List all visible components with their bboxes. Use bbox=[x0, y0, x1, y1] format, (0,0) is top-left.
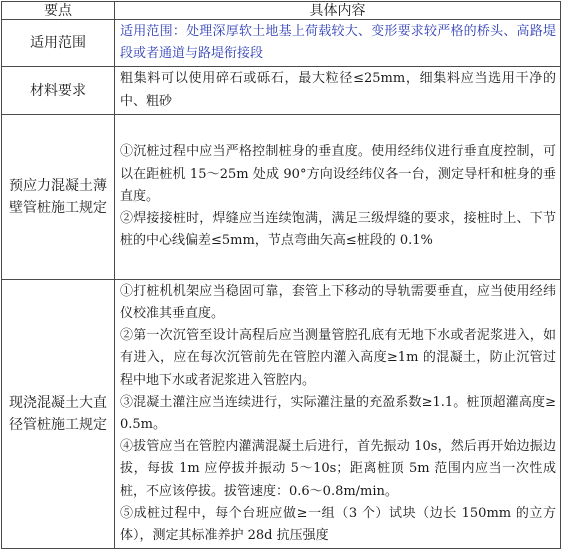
construction-requirements-table bbox=[1, 1, 561, 549]
prestressed-pile-paragraph-2: ②焊接接桩时，焊缝应当连续饱满，满足三级焊缝的要求，接桩时上、下节桩的中心线偏差≤5mm，节点弯曲矢高≤桩段的 0.1% bbox=[120, 210, 556, 249]
header-key: 要点 bbox=[2, 2, 115, 20]
header-content: 具体内容 bbox=[115, 2, 561, 20]
cast-pile-paragraph-2: ②第一次沉管至设计高程后应当测量管腔孔底有无地下水或者泥浆进入，如有进入，应在每次沉管前先在管腔内灌入高度≥1m 的混凝土，防止沉管过程中地下水或者泥浆进入管腔内。 bbox=[120, 328, 556, 388]
table-row-prestressed-pile bbox=[2, 114, 561, 279]
table-row-cast-pile bbox=[2, 279, 561, 548]
header-row bbox=[2, 2, 561, 20]
cast-pile-paragraph-4: ④拔管应当在管腔内灌满混凝土后进行，首先振动 10s，然后再开始边振边拔，每拔 1m 应停拔并振动 5～10s；距离桩顶 5m 范围内应当一次性成桩，不应该停拔。拔管速度：0.6～0.8m/min。 bbox=[120, 439, 556, 499]
row-content-scope: 适用范围：处理深厚软土地基上荷载较大、变形要求较严格的桥头、高路堤段或者通道与路堤衔接段 bbox=[115, 20, 561, 67]
cast-pile-paragraph-3: ③混凝土灌注应当连续进行，实际灌注量的充盈系数≥1.1。桩顶超灌高度≥0.5m。 bbox=[120, 394, 556, 433]
table-row-material bbox=[2, 67, 561, 114]
row-key-material: 材料要求 bbox=[2, 67, 115, 114]
row-content-cast-pile bbox=[115, 279, 561, 548]
row-content-material: 粗集料可以使用碎石或砾石，最大粒径≤25mm，细集料应当选用干净的中、粗砂 bbox=[115, 67, 561, 114]
table-row-scope bbox=[2, 20, 561, 67]
prestressed-pile-paragraph-1: ①沉桩过程中应当严格控制桩身的垂直度。使用经纬仪进行垂直度控制，可以在距桩机 15～25m 处成 90°方向设经纬仪各一台，测定导杆和桩身的垂直度。 bbox=[120, 144, 556, 204]
cast-pile-paragraph-5: ⑤成桩过程中，每个台班应做≥一组（3 个）试块（边长 150mm 的立方体），测定其标准养护 28d 抗压强度 bbox=[120, 505, 556, 544]
row-content-prestressed-pile bbox=[115, 114, 561, 279]
cast-pile-paragraph-1: ①打桩机机架应当稳固可靠，套管上下移动的导轨需要垂直，应当使用经纬仪校准其垂直度。 bbox=[120, 283, 556, 322]
row-key-cast-pile: 现浇混凝土大直径管桩施工规定 bbox=[2, 279, 115, 548]
row-key-prestressed-pile: 预应力混凝土薄壁管桩施工规定 bbox=[2, 114, 115, 279]
row-key-scope: 适用范围 bbox=[2, 20, 115, 67]
construction-requirements-table-wrapper bbox=[1, 1, 560, 549]
